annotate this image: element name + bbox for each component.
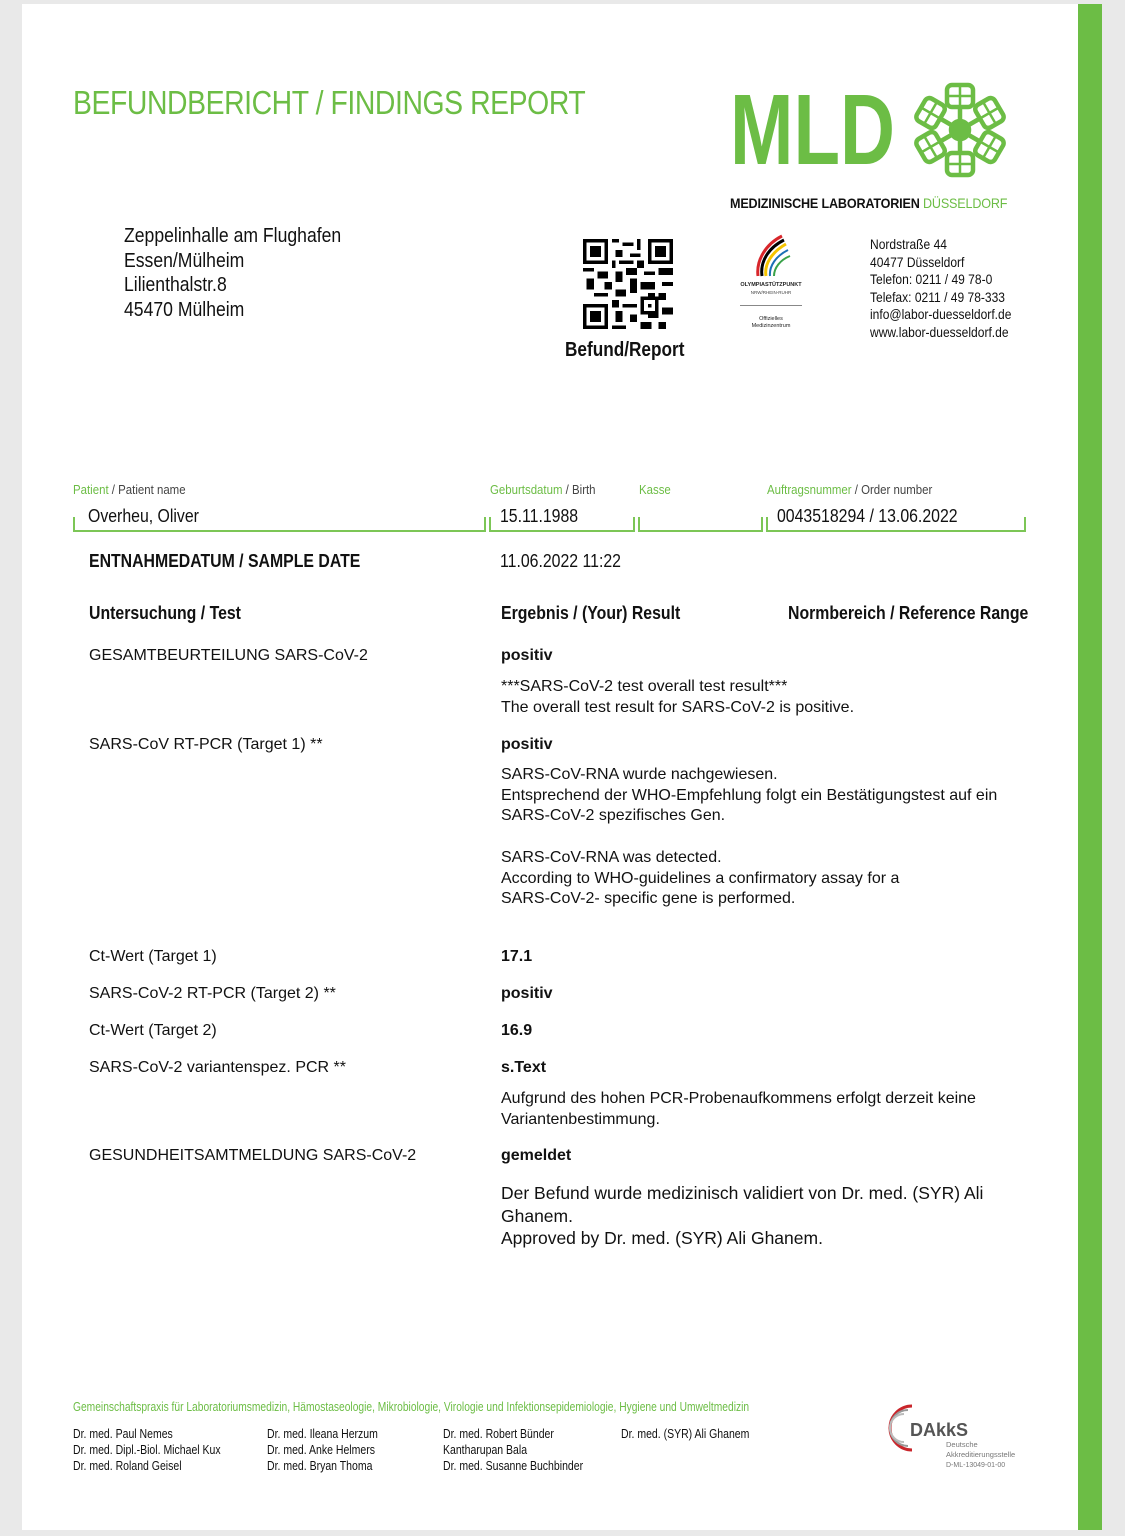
lab-name-city: DÜSSELDORF [922, 195, 1008, 211]
sample-date-value: 11.06.2022 11:22 [500, 551, 621, 571]
note-line: Variantenbestimmung. [501, 1110, 660, 1128]
practice-description: Gemeinschaftspraxis für Laboratoriumsmedizin, Hämostaseologie, Mikrobiologie, Virologie und Infektionsepidemiologie, Hygiene und Umweltmedizin [73, 1400, 750, 1414]
column-header-result: Ergebnis / (Your) Result [501, 603, 681, 623]
order-number-value: 0043518294 / 13.06.2022 [777, 506, 958, 526]
test-result: positiv [501, 985, 553, 1002]
badge-line: Medizinzentrum [751, 323, 791, 329]
contact-email[interactable]: info@labor-duesseldorf.de [870, 306, 1012, 322]
contact-city: 40477 Düsseldorf [870, 253, 965, 270]
note-line: SARS-CoV-RNA was detected. [501, 848, 722, 866]
doctor-name: Dr. med. Roland Geisel [73, 1459, 182, 1473]
badge-line: OLYMPIASTÜTZPUNKT [740, 282, 802, 288]
doctor-name: Dr. med. Anke Helmers [267, 1443, 375, 1457]
birth-label-en: / Birth [562, 482, 596, 497]
order-field-label [767, 482, 932, 497]
kasse-field-box [638, 517, 763, 532]
result-note [501, 1089, 976, 1130]
note-line: According to WHO-guidelines a confirmatory assay for a [501, 869, 900, 887]
column-header-test: Untersuchung / Test [89, 603, 241, 623]
badge-line: NRW/RHEIN-RUHR [750, 290, 792, 295]
note-line: SARS-CoV-RNA wurde nachgewiesen. [501, 766, 778, 783]
test-result: 16.9 [501, 1022, 533, 1039]
lab-contact-block [870, 236, 1011, 341]
mld-logo-wordmark [730, 74, 895, 186]
doctors-column [267, 1426, 378, 1474]
qr-code[interactable] [583, 239, 673, 329]
test-result: positiv [501, 647, 553, 664]
kasse-field-label [639, 482, 671, 497]
dakks-line: Akkreditierungsstelle [946, 1450, 1016, 1459]
note-line: Entsprechend der WHO-Empfehlung folgt ein Bestätigungstest auf ein [501, 786, 998, 804]
contact-phone: Telefon: 0211 / 49 78-0 [870, 271, 993, 287]
doctor-name: Dr. med. Bryan Thoma [267, 1459, 373, 1473]
order-label-en: / Order number [851, 482, 933, 497]
dakks-accreditation-logo [888, 1400, 1028, 1475]
mld-wordmark-text: MLD [730, 74, 895, 186]
kasse-label: Kasse [639, 482, 671, 497]
patient-field-label [73, 482, 186, 497]
column-header-range: Normbereich / Reference Range [788, 603, 1029, 623]
dakks-line: Deutsche [946, 1440, 978, 1449]
doctor-name: Kantharupan Bala [443, 1443, 528, 1457]
test-result: positiv [501, 736, 553, 753]
note-line: ***SARS-CoV-2 test overall test result*** [501, 678, 788, 695]
patient-label-en: / Patient name [108, 482, 186, 497]
dakks-name: DAkkS [910, 1420, 969, 1440]
validation-line: Ghanem. [501, 1205, 573, 1226]
brand-side-bar [1078, 4, 1102, 1530]
doctors-column [443, 1426, 583, 1474]
validation-line: Approved by Dr. med. (SYR) Ali Ghanem. [501, 1228, 823, 1249]
note-line: SARS-CoV-2 spezifisches Gen. [501, 807, 726, 825]
test-name: SARS-CoV-2 RT-PCR (Target 2) ** [89, 985, 336, 1002]
olympic-flag-icon [732, 234, 810, 280]
test-result: s.Text [501, 1059, 547, 1076]
order-label-de: Auftragsnummer [767, 482, 852, 497]
validation-statement [501, 1182, 983, 1250]
dakks-line: D-ML-13049-01-00 [946, 1462, 1006, 1469]
badge-caption [732, 316, 810, 330]
test-name: Ct-Wert (Target 2) [89, 1022, 217, 1039]
doctors-column [73, 1426, 221, 1474]
recipient-line: Essen/Mülheim [124, 249, 245, 272]
patient-label-de: Patient [73, 482, 109, 497]
recipient-line: 45470 Mülheim [124, 298, 245, 321]
result-note [501, 765, 997, 910]
doctor-name: Dr. med. Susanne Buchbinder [443, 1459, 584, 1473]
note-line: The overall test result for SARS-CoV-2 is positive. [501, 698, 855, 716]
doctor-name: Dr. med. (SYR) Ali Ghanem [621, 1427, 750, 1441]
birth-field-label [490, 482, 596, 497]
olympic-center-badge [732, 234, 810, 340]
qr-caption: Befund/Report [565, 339, 685, 361]
recipient-address [124, 224, 341, 322]
doctor-name: Dr. med. Ileana Herzum [267, 1427, 378, 1441]
contact-fax: Telefax: 0211 / 49 78-333 [870, 288, 1005, 305]
test-result: 17.1 [501, 948, 533, 965]
patient-name-value: Overheu, Oliver [88, 506, 199, 526]
test-name: SARS-CoV RT-PCR (Target 1) ** [89, 736, 323, 753]
note-spacer [501, 827, 997, 848]
doctor-name: Dr. med. Paul Nemes [73, 1427, 173, 1441]
test-result: gemeldet [501, 1147, 572, 1164]
recipient-line: Lilienthalstr.8 [124, 274, 227, 296]
doctor-name: Dr. med. Dipl.-Biol. Michael Kux [73, 1443, 221, 1457]
sample-date-label: ENTNAHMEDATUM / SAMPLE DATE [89, 551, 361, 571]
recipient-line: Zeppelinhalle am Flughafen [124, 225, 342, 247]
contact-website[interactable]: www.labor-duesseldorf.de [870, 323, 1009, 340]
validation-line: Der Befund wurde medizinisch validiert von Dr. med. (SYR) Ali [501, 1183, 984, 1203]
report-title: BEFUNDBERICHT / FINDINGS REPORT [73, 84, 586, 121]
result-note [501, 677, 854, 718]
doctors-column [621, 1426, 749, 1442]
test-name: SARS-CoV-2 variantenspez. PCR ** [89, 1059, 346, 1076]
test-name: Ct-Wert (Target 1) [89, 948, 217, 965]
test-name: GESAMTBEURTEILUNG SARS-CoV-2 [89, 647, 368, 664]
lab-name-main: MEDIZINISCHE LABORATORIEN [730, 195, 920, 211]
note-line: SARS-CoV-2- specific gene is performed. [501, 890, 796, 908]
badge-line: Offizielles [759, 316, 783, 322]
mld-flower-icon [906, 80, 1014, 180]
birth-label-de: Geburtsdatum [490, 482, 563, 497]
lab-name-caption [730, 195, 1007, 211]
note-line: Aufgrund des hohen PCR-Probenaufkommens erfolgt derzeit keine [501, 1090, 976, 1107]
contact-street: Nordstraße 44 [870, 236, 947, 252]
test-name: GESUNDHEITSAMTMELDUNG SARS-CoV-2 [89, 1147, 417, 1164]
doctor-name: Dr. med. Robert Bünder [443, 1427, 554, 1441]
badge-divider [740, 305, 802, 306]
birth-date-value: 15.11.1988 [500, 506, 579, 526]
